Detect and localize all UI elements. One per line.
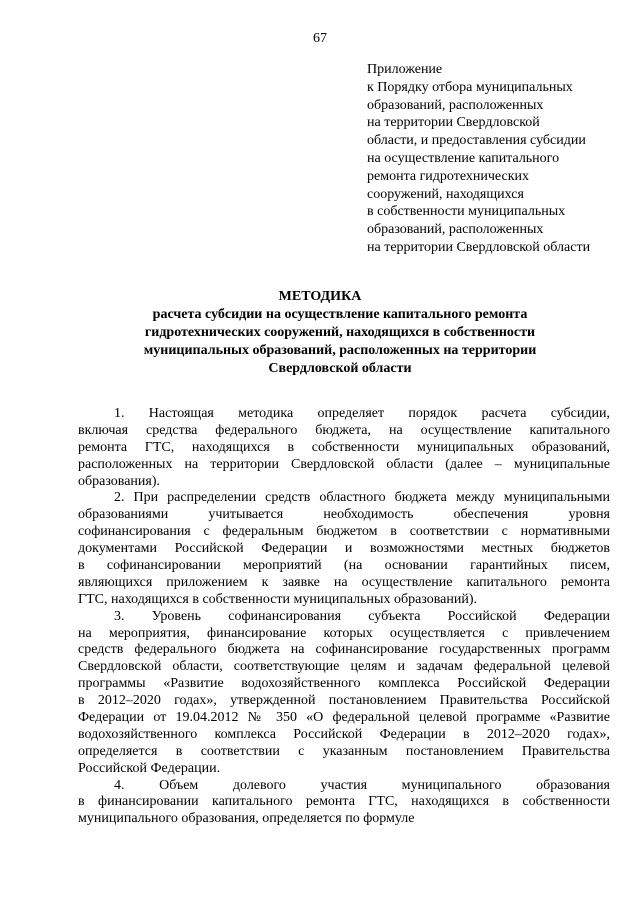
- appendix-line: на территории Свердловской области: [367, 239, 591, 255]
- body-line: средств федерального бюджета на софинансирование государственных программ: [78, 642, 610, 658]
- paragraph-4: [78, 778, 610, 829]
- body-line: образованиями учитывается необходимость обеспечения уровня: [78, 507, 610, 523]
- document-subtitle: [100, 306, 580, 378]
- body-line: 3. Уровень софинансирования субъекта Российской Федерации: [114, 608, 610, 624]
- body-line: программы «Развитие водохозяйственного комплекса Российской Федерации: [78, 676, 610, 692]
- appendix-line: Приложение: [367, 62, 443, 77]
- body-line: Федерации от 19.04.2012 № 350 «О федеральной целевой программе «Развитие: [78, 710, 610, 726]
- appendix-line: сооружений, находящихся: [367, 186, 524, 202]
- body-line: расположенных на территории Свердловской области (далее – муниципальные: [78, 456, 610, 472]
- subtitle-line: Свердловской области: [268, 361, 412, 376]
- appendix-line: к Порядку отбора муниципальных: [367, 79, 573, 95]
- appendix-header: [367, 61, 617, 257]
- appendix-line: образований, расположенных: [367, 222, 544, 238]
- document-body: [78, 406, 610, 828]
- body-line: 4. Объем долевого участия муниципального образования: [114, 777, 610, 793]
- body-line: Свердловской области, соответствующие целям и задачам федеральной целевой: [78, 659, 610, 675]
- body-line: в финансировании капитального ремонта ГТС, находящихся в собственности: [78, 794, 610, 810]
- body-line: муниципального образования, определяется по формуле: [78, 811, 415, 827]
- body-line: Российской Федерации.: [78, 760, 221, 776]
- paragraph-2: [78, 490, 610, 608]
- body-line: 2. При распределении средств областного бюджета между муниципальными: [114, 490, 610, 506]
- paragraph-1: [78, 406, 610, 490]
- body-line: являющихся приложением к заявке на осуществление капитального ремонта: [78, 574, 610, 590]
- body-line: в софинансировании мероприятий (на основании гарантийных писем,: [78, 558, 610, 574]
- appendix-line: области, и предоставления субсидии: [367, 133, 586, 149]
- body-line: ГТС, находящихся в собственности муниципальных образований).: [78, 591, 478, 607]
- body-line: 1. Настоящая методика определяет порядок расчета субсидии,: [114, 406, 610, 421]
- body-line: определяется в соответствии с указанным постановлением Правительства: [78, 743, 610, 759]
- appendix-line: в собственности муниципальных: [367, 204, 566, 220]
- document-title: МЕТОДИКА: [278, 289, 362, 304]
- paragraph-3: [78, 609, 610, 778]
- appendix-line: ремонта гидротехнических: [367, 168, 529, 184]
- appendix-line: на территории Свердловской: [367, 115, 540, 131]
- appendix-line: на осуществление капитального: [367, 150, 560, 166]
- body-line: включая средства федерального бюджета, на осуществление капитального: [78, 422, 610, 438]
- page-number: 67: [313, 31, 327, 46]
- body-line: водохозяйственного комплекса Российской Федерации в 2012–2020 годах»,: [78, 726, 610, 742]
- body-line: образования).: [78, 473, 161, 489]
- subtitle-line: муниципальных образований, расположенных на территории: [143, 343, 537, 358]
- body-line: ремонта ГТС, находящихся в собственности муниципальных образований,: [78, 439, 610, 455]
- body-line: софинансирования с федеральным бюджетом в соответствии с нормативными: [78, 524, 610, 540]
- body-line: в 2012–2020 годах», утвержденной постановлением Правительства Российской: [78, 693, 610, 709]
- body-line: документами Российской Федерации и возможностями местных бюджетов: [78, 541, 610, 557]
- subtitle-line: расчета субсидии на осуществление капитального ремонта: [152, 307, 528, 322]
- subtitle-line: гидротехнических сооружений, находящихся в собственности: [144, 325, 536, 340]
- body-line: на мероприятия, финансирование которых осуществляется с привлечением: [78, 625, 610, 641]
- appendix-line: образований, расположенных: [367, 97, 544, 113]
